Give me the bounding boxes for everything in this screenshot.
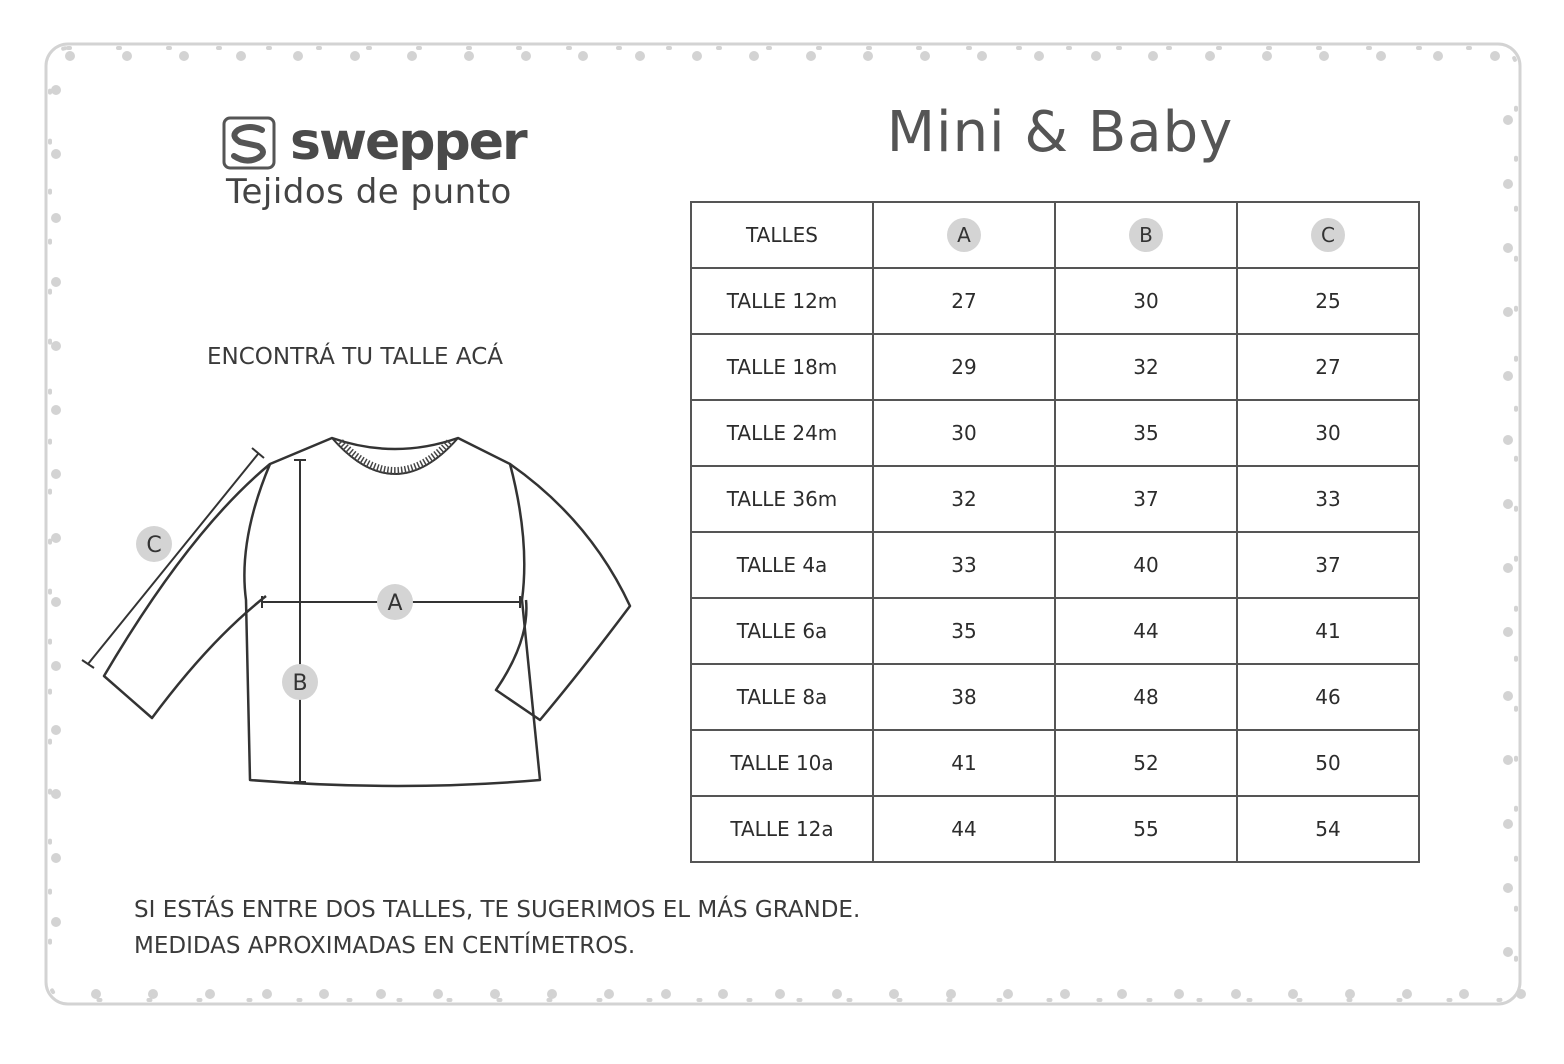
measure-cell: 35 — [1055, 400, 1237, 466]
header-talles: TALLES — [691, 202, 873, 268]
size-label-cell: TALLE 4a — [691, 532, 873, 598]
measure-cell: 48 — [1055, 664, 1237, 730]
table-row — [691, 466, 1419, 532]
notes — [134, 892, 860, 964]
finder-label: ENCONTRÁ TU TALLE ACÁ — [206, 344, 504, 370]
measure-cell: 44 — [1055, 598, 1237, 664]
svg-text:B: B — [292, 671, 308, 696]
size-label-cell: TALLE 36m — [691, 466, 873, 532]
table-row — [691, 664, 1419, 730]
s-logo-icon — [222, 116, 276, 170]
brand-name: swepper — [290, 112, 526, 172]
measure-cell: 30 — [873, 400, 1055, 466]
measure-cell: 30 — [1237, 400, 1419, 466]
table-row — [691, 796, 1419, 862]
header-c — [1237, 202, 1419, 268]
measure-cell: 41 — [1237, 598, 1419, 664]
sweater-diagram — [70, 420, 650, 800]
measure-cell: 29 — [873, 334, 1055, 400]
badge-a — [377, 584, 413, 620]
measure-cell: 50 — [1237, 730, 1419, 796]
size-label-cell: TALLE 12m — [691, 268, 873, 334]
measure-cell: 33 — [1237, 466, 1419, 532]
measure-cell: 54 — [1237, 796, 1419, 862]
header-c-badge: C — [1311, 218, 1345, 252]
size-label-cell: TALLE 24m — [691, 400, 873, 466]
measure-cell: 27 — [873, 268, 1055, 334]
badge-c — [136, 526, 172, 562]
size-table — [690, 201, 1420, 863]
sweater-icon — [104, 438, 630, 786]
page-title: Mini & Baby — [886, 100, 1234, 165]
header-a — [873, 202, 1055, 268]
note-line-1: SI ESTÁS ENTRE DOS TALLES, TE SUGERIMOS EL MÁS GRANDE. — [134, 897, 861, 923]
measure-cell: 30 — [1055, 268, 1237, 334]
svg-text:A: A — [387, 591, 403, 616]
badge-b — [282, 664, 318, 700]
table-header-row — [691, 202, 1419, 268]
measure-cell: 46 — [1237, 664, 1419, 730]
table-row — [691, 598, 1419, 664]
svg-text:C: C — [146, 533, 162, 558]
size-label-cell: TALLE 8a — [691, 664, 873, 730]
table-row — [691, 532, 1419, 598]
measure-cell: 52 — [1055, 730, 1237, 796]
header-b — [1055, 202, 1237, 268]
measure-cell: 41 — [873, 730, 1055, 796]
brand-logo — [222, 112, 542, 222]
measure-cell: 32 — [873, 466, 1055, 532]
size-label-cell: TALLE 10a — [691, 730, 873, 796]
measure-cell: 35 — [873, 598, 1055, 664]
size-label-cell: TALLE 18m — [691, 334, 873, 400]
measure-cell: 25 — [1237, 268, 1419, 334]
size-label-cell: TALLE 12a — [691, 796, 873, 862]
size-label-cell: TALLE 6a — [691, 598, 873, 664]
header-b-badge: B — [1129, 218, 1163, 252]
measure-cell: 40 — [1055, 532, 1237, 598]
measure-cell: 37 — [1055, 466, 1237, 532]
note-line-2: MEDIDAS APROXIMADAS EN CENTÍMETROS. — [134, 933, 636, 959]
table-row — [691, 400, 1419, 466]
table-row — [691, 334, 1419, 400]
table-row — [691, 268, 1419, 334]
measure-cell: 32 — [1055, 334, 1237, 400]
measure-cell: 37 — [1237, 532, 1419, 598]
measure-cell: 27 — [1237, 334, 1419, 400]
measure-cell: 38 — [873, 664, 1055, 730]
header-a-badge: A — [947, 218, 981, 252]
measure-cell: 55 — [1055, 796, 1237, 862]
table-row — [691, 730, 1419, 796]
brand-tagline: Tejidos de punto — [226, 172, 512, 212]
measure-cell: 44 — [873, 796, 1055, 862]
measure-cell: 33 — [873, 532, 1055, 598]
